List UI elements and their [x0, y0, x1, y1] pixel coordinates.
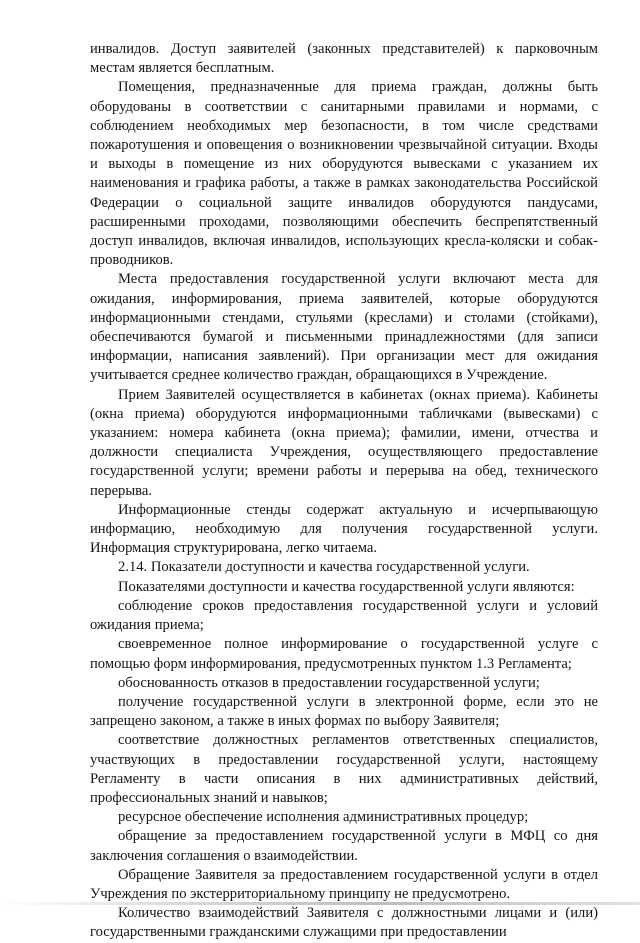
paragraph-extraterritorial: Обращение Заявителя за предоставлением государственной услуги в отдел Учреждения по экстерриториальному принципу не предусмотрено.	[90, 866, 598, 902]
paragraph-interactions-count: Количество взаимодействий Заявителя с должностными лицами и (или) государственными гражданскими служащими при предоставлении	[90, 905, 598, 941]
document-page	[90, 40, 598, 943]
list-item-deadlines: соблюдение сроков предоставления государственной услуги и условий ожидания приема;	[90, 597, 598, 634]
paragraph-indicators-intro: Показателями доступности и качества государственной услуги являются:	[118, 578, 575, 595]
list-item-resources: ресурсное обеспечение исполнения административных процедур;	[118, 809, 529, 826]
section-heading-2-14: 2.14. Показатели доступности и качества государственной услуги.	[118, 559, 530, 576]
list-item-electronic-form: получение государственной услуги в электронной форме, если это не запрещено законом, а также в иных формах по выбору Заявителя;	[90, 693, 598, 730]
list-item-job-regulations: соответствие должностных регламентов ответственных специалистов, участвующих в предоставлении государственной услуги, настоящему Регламенту в части описания в них административных действий, профессиональных знаний и навыков;	[90, 732, 598, 806]
paragraph-premises-equipment: Помещения, предназначенные для приема граждан, должны быть оборудованы в соответствии с санитарными правилами и нормами, с соблюдением необходимых мер безопасности, в том числе средствами пожаротушения и оповещения о возникновении чрезвычайной ситуации. Входы и выходы в помещение из них оборудуются вывесками с указанием их наименования и графика работы, а также в рамках законодательства Российской Федерации о социальной защите инвалидов оборудуются пандусами, расширенными проходами, позволяющими обеспечить беспрепятственный доступ инвалидов, включая инвалидов, использующих кресла-коляски и собак-проводников.	[90, 79, 598, 269]
list-item-refusals: обоснованность отказов в предоставлении государственной услуги;	[118, 674, 540, 691]
paragraph-reception-offices: Прием Заявителей осуществляется в кабинетах (окнах приема). Кабинеты (окна приема) оборудуются информационными табличками (вывесками) с указанием: номера кабинета (окна приема); фамилии, имени, отчества и должности специалиста Учреждения, осуществляющего предоставление государственной услуги; времени работы и перерыва на обед, технического перерыва.	[90, 386, 598, 499]
paragraph-service-places: Места предоставления государственной услуги включают места для ожидания, информирования, приема заявителей, которые оборудуются информационными стендами, стульями (креслами) и столами (стойками), обеспечиваются бумагой и письменными принадлежностями (для записи информации, написания заявлений). При организации мест для ожидания учитывается среднее количество граждан, обращающихся в Учреждение.	[90, 271, 598, 384]
list-item-mfc: обращение за предоставлением государственной услуги в МФЦ со дня заключения соглашения о взаимодействии.	[90, 828, 598, 864]
paragraph-info-stands: Информационные стенды содержат актуальную и исчерпывающую информацию, необходимую для получения государственной услуги. Информация структурирована, легко читаема.	[90, 501, 598, 557]
list-item-informing: своевременное полное информирование о государственной услуге с помощью форм информирования, предусмотренных пунктом 1.3 Регламента;	[90, 636, 598, 672]
paragraph-parking-access: инвалидов. Доступ заявителей (законных представителей) к парковочным местам является бесплатным.	[90, 41, 598, 77]
